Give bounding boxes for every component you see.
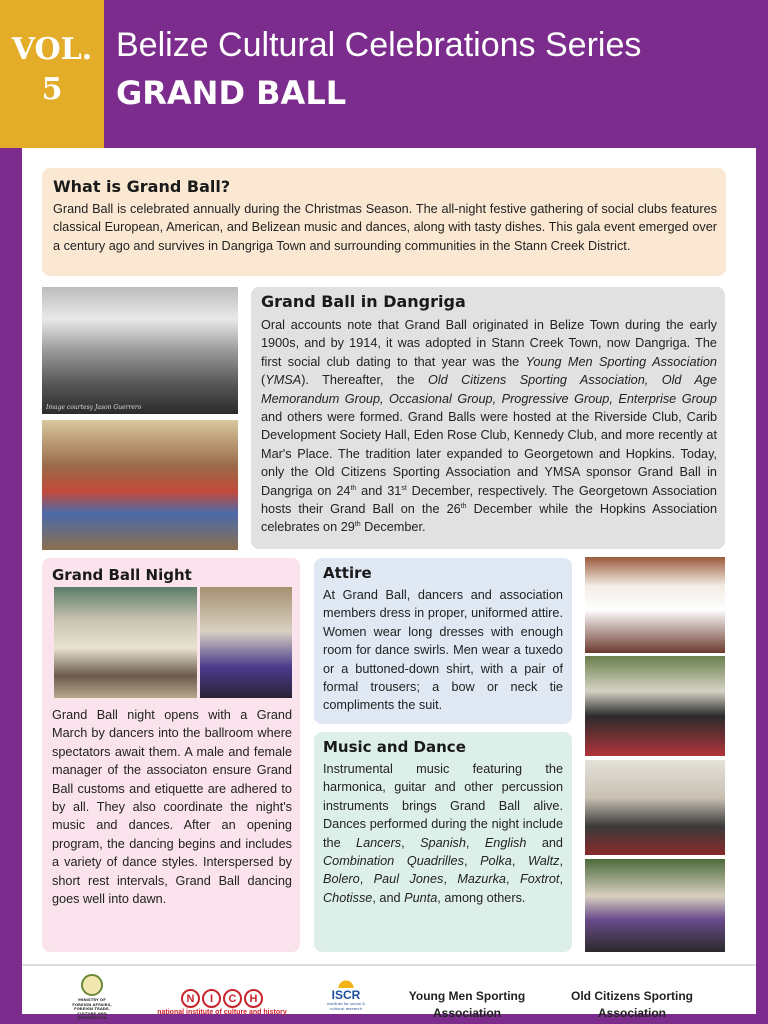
music-and-dance-section — [314, 732, 572, 952]
club-group-photo — [42, 420, 238, 550]
belize-seal-icon — [81, 974, 103, 996]
women-in-white-photo — [585, 557, 725, 653]
section-body: Grand Ball is celebrated annually during the Christmas Season. The all-night festive gathering of social clubs features classical European, American, and Belizean music and dances, along with tasty dishes. This gala event emerged over a century ago and survives in Dangriga Town and surrounding communities in the Stann Creek District. — [53, 202, 717, 253]
iscr-subtitle: institute for social & cultural research — [326, 1001, 366, 1011]
ocsa-credit: Old Citizens Sporting Association — [571, 989, 693, 1020]
dancing-couple-photo — [200, 587, 292, 698]
poster-header — [0, 0, 768, 148]
volume-badge — [0, 0, 104, 148]
ballroom-dancers-photo — [585, 656, 725, 756]
historic-group-photo — [42, 287, 238, 414]
footer-divider — [22, 964, 756, 966]
ministry-name: MINISTRY OF FOREIGN AFFAIRS, FOREIGN TRADE, CULTURE AND IMMIGRATION — [72, 997, 112, 1020]
nich-letter: I — [202, 989, 221, 1008]
series-title: Belize Cultural Celebrations Series — [116, 26, 642, 64]
what-is-grand-ball-section — [42, 168, 726, 276]
musicians-photo — [585, 760, 725, 855]
nich-name: national institute of culture and history — [157, 1009, 287, 1016]
section-heading: Music and Dance — [323, 738, 466, 756]
attire-section — [314, 558, 572, 724]
sunburst-icon — [334, 974, 358, 988]
grand-march-photo — [54, 587, 197, 698]
iscr-logo — [324, 974, 368, 1020]
grand-ball-in-dangriga-section — [251, 287, 725, 549]
volume-label: VOL. — [11, 32, 93, 67]
nich-letter: N — [181, 989, 200, 1008]
nich-logo — [152, 989, 292, 1019]
ministry-logo — [72, 974, 112, 1020]
content-panel — [22, 148, 756, 1020]
nich-letters — [152, 989, 292, 1008]
section-heading: Attire — [323, 564, 372, 582]
section-body: Grand Ball night opens with a Grand March by dancers into the ballroom where spectators await them. A male and female manager of the associaton ensure Grand Ball customs and etiquette are adhered to by all. They also coordinate the night's music and dances. After an opening program, the dancing begins and includes a variety of dance styles. Interspersed by short rest intervals, Grand Ball dancing goes well into dawn. — [52, 708, 292, 907]
section-body: At Grand Ball, dancers and association members dress in proper, uniformed attire. Women wear long dresses with enough room for dance swirls. Men wear a tuxedo or a buttoned-down shirt, with a pair of formal trousers; a bow or neck tie compliments the suit. — [323, 588, 563, 713]
photo-caption: Image courtesy Jason Guerrero — [46, 404, 142, 411]
section-body: Instrumental music featuring the harmonica, guitar and other percussion instruments brings Grand Ball alive. Dances performed during the night include the Lancers, Spanish, English and Combination Quadrilles, Polka, Waltz, Bolero, Paul Jones, Mazurka, Foxtrot, Chotisse, and Punta, among others. — [323, 762, 563, 905]
section-heading: Grand Ball Night — [52, 566, 192, 584]
nich-letter: H — [244, 989, 263, 1008]
dance-floor-photo — [585, 859, 725, 952]
section-heading: What is Grand Ball? — [53, 177, 231, 196]
iscr-name: ISCR — [331, 988, 361, 1002]
ymsa-credit: Young Men Sporting Association — [408, 989, 526, 1020]
page-title: GRAND BALL — [116, 74, 347, 112]
section-heading: Grand Ball in Dangriga — [261, 292, 466, 311]
volume-number: 5 — [41, 72, 63, 107]
section-body: Oral accounts note that Grand Ball originated in Belize Town during the early 1900s, and by 1914, it was adopted in Stann Creek Town, now Dangriga. The first social club dating to that year was the Young Men Sporting Association (YMSA). Thereafter, the Old Citizens Sporting Association, Old Age Memorandum Group, Occasional Group, Progressive Group, Enterprise Group and others were formed. Grand Balls were hosted at the Riverside Club, Carib Development Society Hall, Eden Rose Club, Kennedy Club, and more recently at Mar's Place. The tradition later expanded to Georgetown and Hopkins. Today, only the Old Citizens Sporting Association and YMSA sponsor Grand Ball in Dangriga on 24th and 31st December, respectively. The Georgetown Association hosts their Grand Ball on the 26th December while the Hopkins Association celebrates on 29th December. — [261, 318, 718, 535]
nich-letter: C — [223, 989, 242, 1008]
